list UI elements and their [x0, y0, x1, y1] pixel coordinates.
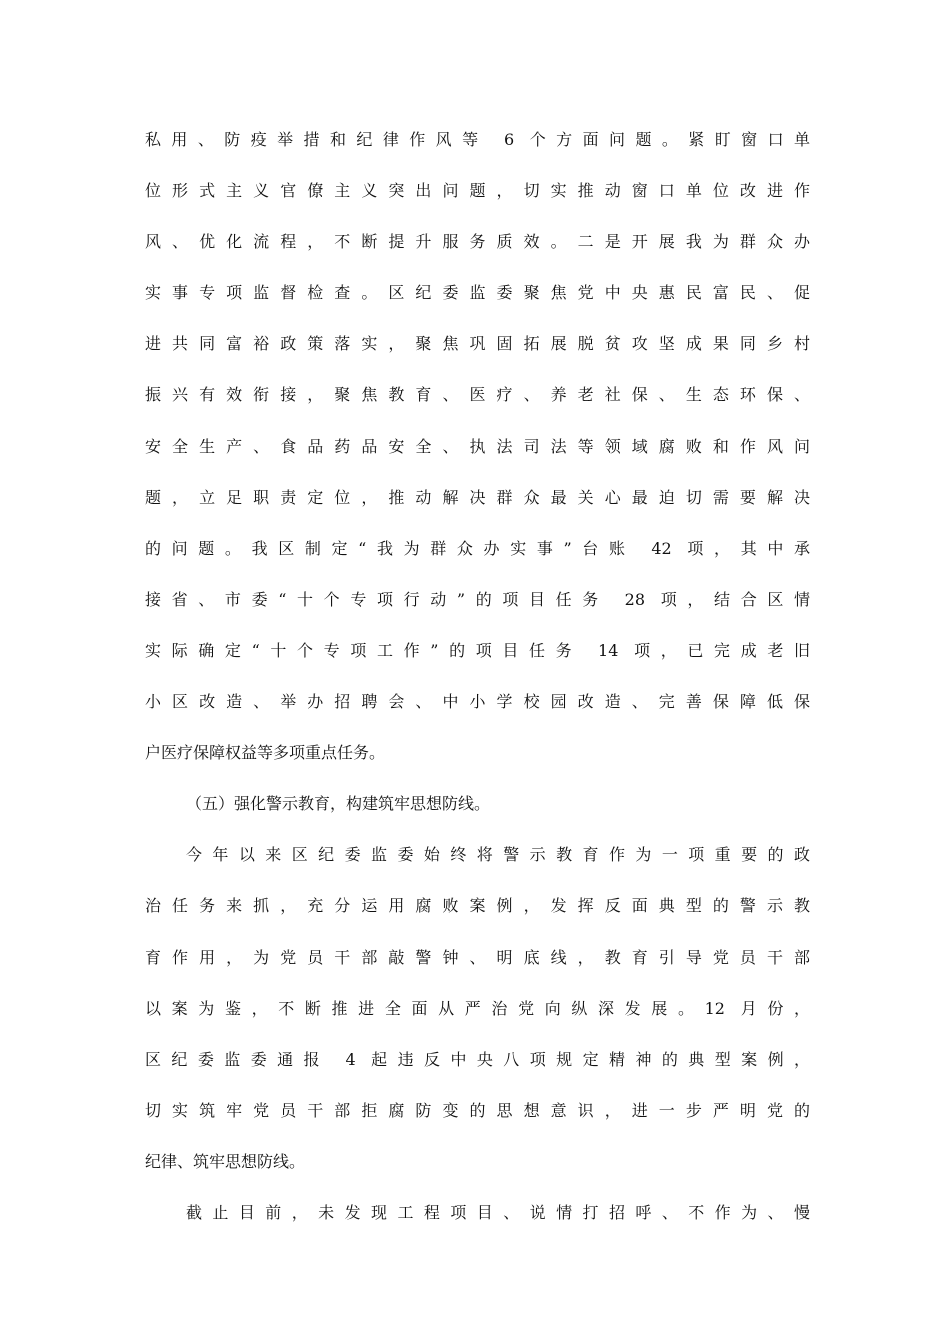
text-line: 纪律、筑牢思想防线。 [145, 1151, 306, 1171]
text-line: 实事专项监督检查。区纪委监委聚焦党中央惠民富民、促 [145, 283, 810, 303]
paragraph-1 [145, 127, 810, 791]
paragraph-4 [145, 1200, 810, 1251]
text-line: 接省、市委“十个专项行动”的项目任务 28 项，结合区情 [145, 589, 810, 609]
text-line: 振兴有效衔接，聚焦教育、医疗、养老社保、生态环保、 [145, 385, 810, 405]
section-heading-text: （五）强化警示教育，构建筑牢思想防线。 [186, 794, 491, 814]
text-line: 以案为鉴，不断推进全面从严治党向纵深发展。12 月份， [145, 998, 810, 1018]
document-page [145, 127, 810, 1251]
text-line: 今年以来区纪委监委始终将警示教育作为一项重要的政 [186, 845, 810, 865]
text-line: 安全生产、食品药品安全、执法司法等领域腐败和作风问 [145, 436, 810, 456]
text-line: 实际确定“十个专项工作”的项目任务 14 项，已完成老旧 [145, 640, 810, 660]
text-line: 区纪委监委通报 4 起违反中央八项规定精神的典型案例， [145, 1049, 810, 1069]
text-line: 小区改造、举办招聘会、中小学校园改造、完善保障低保 [145, 692, 810, 712]
text-line: 进共同富裕政策落实，聚焦巩固拓展脱贫攻坚成果同乡村 [145, 334, 810, 354]
text-line: 截止目前，未发现工程项目、说情打招呼、不作为、慢 [186, 1202, 810, 1222]
text-line: 题，立足职责定位，推动解决群众最关心最迫切需要解决 [145, 487, 810, 507]
text-line: 户医疗保障权益等多项重点任务。 [145, 743, 386, 763]
text-line: 切实筑牢党员干部拒腐防变的思想意识，进一步严明党的 [145, 1100, 810, 1120]
text-line: 风、优化流程，不断提升服务质效。二是开展我为群众办 [145, 232, 810, 252]
text-line: 私用、防疫举措和纪律作风等 6 个方面问题。紧盯窗口单 [145, 130, 810, 149]
text-line: 育作用，为党员干部敲警钟、明底线，教育引导党员干部 [145, 947, 810, 967]
section-heading [145, 791, 810, 842]
text-line: 的问题。我区制定“我为群众办实事”台账 42 项，其中承 [145, 538, 810, 558]
paragraph-3 [145, 842, 810, 1200]
text-line: 位形式主义官僚主义突出问题，切实推动窗口单位改进作 [145, 181, 810, 201]
text-line: 治任务来抓，充分运用腐败案例，发挥反面典型的警示教 [145, 896, 810, 916]
